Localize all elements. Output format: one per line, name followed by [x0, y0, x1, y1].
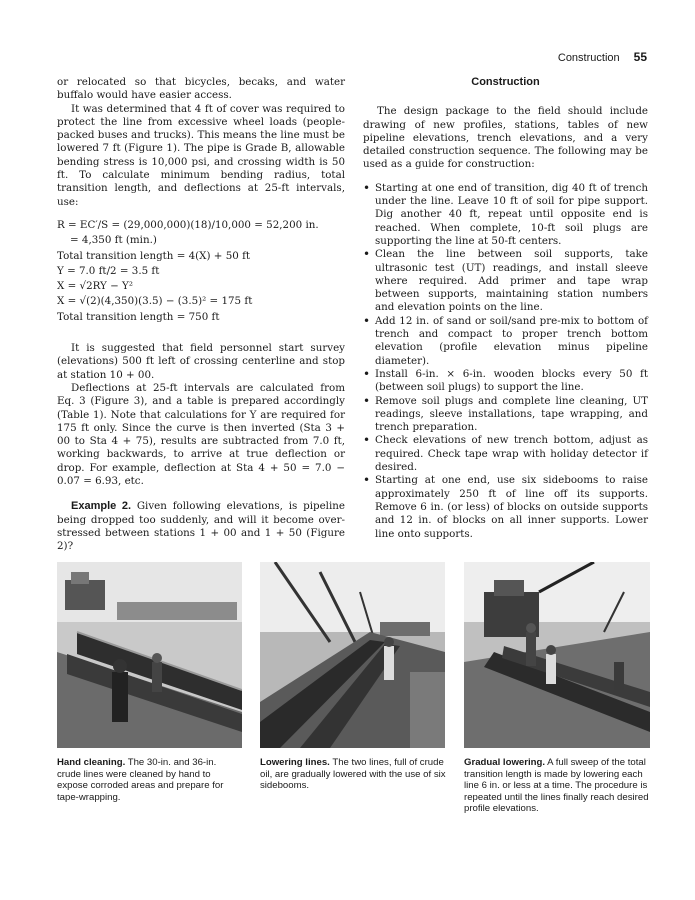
- section-title: Construction: [471, 76, 540, 88]
- paragraph: It was determined that 4 ft of cover was required to protect the line from excessive wheel loads (people-packed buses and trucks). This means the line must be lowered 7 ft (Figure 1). The pipe is Grade B, allowable bending stress is 10,000 psi, and crossing width is 50 ft. To calculate minimum bending radius, total transition length, and deflections at 25-ft intervals, use:: [57, 102, 345, 208]
- photo-gradual-lowering: [464, 562, 650, 748]
- example-paragraph: [57, 500, 345, 553]
- list-item: • Starting at one end, use six sidebooms to raise approximately 250 ft of line off its supports. Remove 6 in. (or less) of blocks on outside supports and 12 in. of blocks on all inner supports. Lower line onto supports.: [363, 474, 648, 540]
- caption-text: The two lines, full of crude oil, are gradually lowered with the use of six sidebooms.: [260, 757, 446, 792]
- photo-lowering-lines: [260, 562, 445, 748]
- caption-gradual-lowering: [464, 757, 650, 815]
- equation: X = √(2)(4,350)(3.5) − (3.5)² = 175 ft: [57, 295, 253, 308]
- list-item: • Add 12 in. of sand or soil/sand pre-mix to bottom of trench and compact to proper trench bottom elevation (profile elevation minus pipeline diameter).: [363, 315, 648, 368]
- caption-title: Lowering lines.: [260, 757, 330, 768]
- list-item: • Clean the line between soil supports, take ultrasonic test (UT) readings, and install sleeve where required. Add primer and tape wrap between supports, maintaining station numbers and elevation points on the line.: [363, 248, 648, 314]
- equation: Total transition length = 750 ft: [57, 310, 220, 323]
- photo-hand-cleaning: [57, 562, 242, 748]
- paragraph: or relocated so that bicycles, becaks, and water buffalo would have easier access.: [57, 76, 345, 102]
- right-column: [363, 76, 648, 541]
- equation: Total transition length = 4(X) + 50 ft: [57, 249, 251, 262]
- paragraph: Deflections at 25-ft intervals are calculated from Eq. 3 (Figure 3), and a table is prepared accordingly (Table 1). Note that calculations for Y are required for 175 ft only. Since the curve is then inverted (Sta 3 + 00 to Sta 4 + 75), results are subtracted from 7.0 ft, working backwards, to arrive at true deflection or drop. For example, deflection at Sta 4 + 50 = 7.0 − 0.07 = 6.93, etc.: [57, 381, 345, 488]
- caption-title: Hand cleaning.: [57, 757, 126, 768]
- equation: X = √2RY − Y²: [57, 280, 133, 293]
- equation-block: [57, 219, 345, 324]
- running-header: [558, 50, 647, 64]
- list-item: • Starting at one end of transition, dig 40 ft of trench under the line. Leave 10 ft of soil for pipe support. Dig another 40 ft, repeat until opposite end is reached. When complete, 10-ft soil plugs are supporting the line at 50-ft centers.: [363, 182, 648, 248]
- list-item: • Install 6-in. × 6-in. wooden blocks every 50 ft (between soil plugs) to support the line.: [363, 368, 648, 395]
- construction-steps-list: [363, 182, 648, 541]
- equation: R = EC′/S = (29,000,000)(18)/10,000 = 52,200 in.: [57, 218, 319, 231]
- paragraph: It is suggested that field personnel start survey (elevations) 500 ft left of crossing centerline and stop at station 10 + 00.: [57, 342, 345, 381]
- section-name: Construction: [557, 52, 620, 64]
- caption-text: The 30-in. and 36-in. crude lines were cleaned by hand to expose corroded areas and prepare for tape-wrapping.: [57, 757, 224, 803]
- example-label: Example 2.: [71, 500, 132, 513]
- paragraph: The design package to the field should include drawing of new profiles, stations, tables of new pipeline elevations, trench elevations, and a very detailed construction sequence. The following may be used as a guide for construction:: [363, 105, 648, 171]
- equation: = 4,350 ft (min.): [70, 234, 157, 247]
- caption-hand-cleaning: [57, 757, 242, 803]
- caption-text: A full sweep of the total transition length is made by lowering each line 6 in. or less at a time. The procedure is repeated until the lines finally reach desired profile elevations.: [464, 757, 649, 815]
- list-item: • Remove soil plugs and complete line cleaning, UT readings, sleeve installations, tape wrapping, and trench preparation.: [363, 395, 648, 435]
- example-text: Given following elevations, is pipeline being dropped too suddenly, and will it become over-stressed between stations 1 + 00 and 1 + 50 (Figure 2)?: [57, 500, 345, 553]
- caption-title: Gradual lowering.: [464, 757, 546, 768]
- left-column: [57, 76, 345, 554]
- page-number: 55: [633, 50, 647, 64]
- equation: Y = 7.0 ft/2 = 3.5 ft: [57, 264, 160, 277]
- caption-lowering-lines: [260, 757, 447, 792]
- list-item: • Check elevations of new trench bottom, adjust as required. Check tape wrap with holiday detector if desired.: [363, 434, 648, 474]
